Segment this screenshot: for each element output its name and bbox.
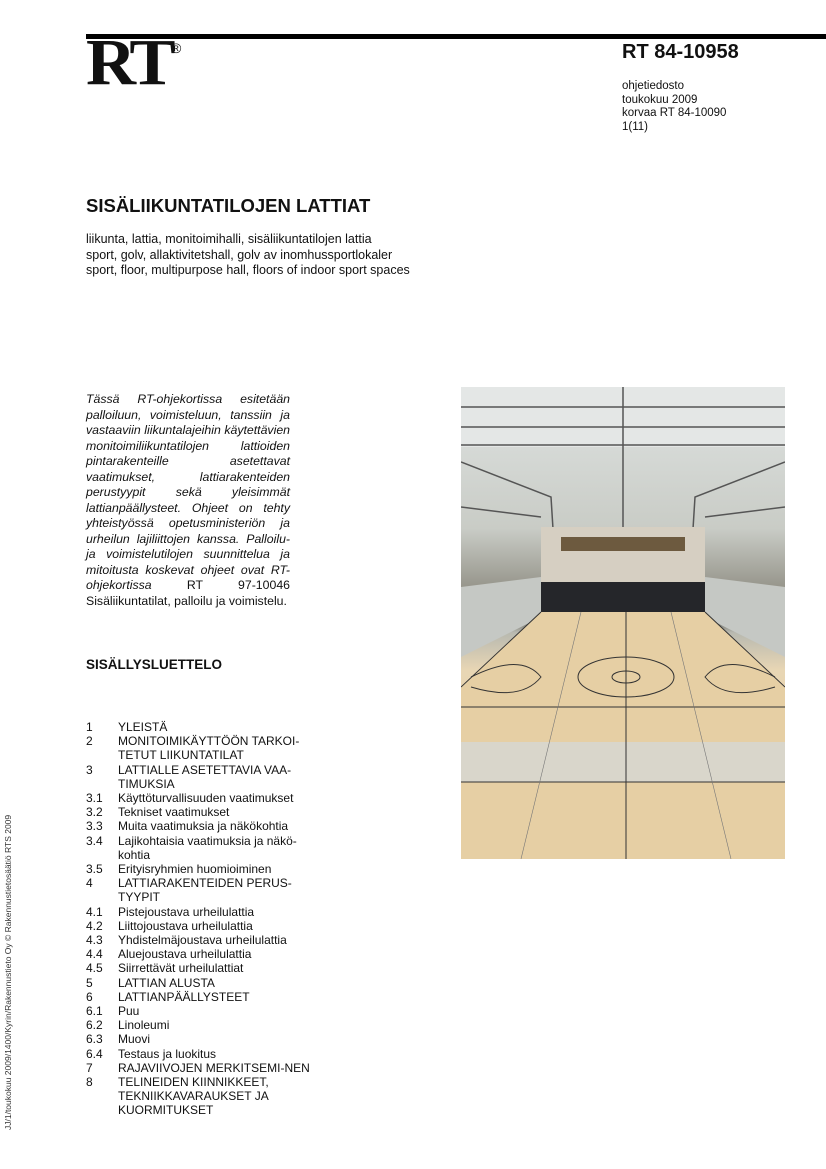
toc-label: Linoleumi <box>118 1018 170 1033</box>
toc-label: YLEISTÄ <box>118 720 168 734</box>
toc-number: 4.4 <box>86 947 103 962</box>
toc-label: RAJAVIIVOJEN MERKITSEMI-NEN <box>118 1060 310 1075</box>
toc-label: LATTIANPÄÄLLYSTEET <box>118 989 250 1004</box>
toc-item <box>86 805 316 819</box>
toc-item <box>86 819 316 833</box>
toc-item <box>86 1018 316 1032</box>
keywords-sv: sport, golv, allaktivitetshall, golv av inomhussportlokaler <box>86 247 393 262</box>
toc-item <box>86 919 316 933</box>
toc-item <box>86 947 316 961</box>
toc-item <box>86 961 316 975</box>
toc-label: Yhdistelmäjoustava urheilulattia <box>118 933 287 948</box>
toc-number: 3.2 <box>86 805 103 820</box>
toc-label: Testaus ja luokitus <box>118 1046 217 1061</box>
toc-number: 4.5 <box>86 961 103 976</box>
toc-number: 7 <box>86 1060 93 1075</box>
toc-item <box>86 990 316 1004</box>
toc-item <box>86 834 316 862</box>
toc-label: Liittojoustava urheilulattia <box>118 918 253 933</box>
toc-item <box>86 1061 316 1075</box>
toc-item <box>86 734 316 762</box>
toc-label: Pistejoustava urheilulattia <box>118 904 255 919</box>
toc-item <box>86 1075 316 1118</box>
keywords <box>86 232 410 279</box>
toc-number: 6.4 <box>86 1046 103 1061</box>
toc-item <box>86 1004 316 1018</box>
sports-hall-illustration <box>461 387 785 859</box>
toc-item <box>86 763 316 791</box>
toc-item <box>86 905 316 919</box>
table-of-contents <box>86 720 316 1118</box>
toc-label: MONITOIMIKÄYTTÖÖN TARKOI-TETUT LIIKUNTATILAT <box>118 734 300 763</box>
toc-number: 3.4 <box>86 833 103 848</box>
page-number: 1(11) <box>622 120 648 133</box>
intro-reference: RT 97-10046 Sisäliikuntatilat, palloilu ja voimistelu. <box>86 578 290 608</box>
toc-item <box>86 1047 316 1061</box>
toc-label: LATTIARAKENTEIDEN PERUS-TYYPIT <box>118 876 292 905</box>
toc-label: LATTIAN ALUSTA <box>118 975 215 990</box>
toc-number: 4.3 <box>86 933 103 948</box>
toc-item <box>86 976 316 990</box>
sports-hall-photo <box>461 387 785 859</box>
page-title: SISÄLIIKUNTATILOJEN LATTIAT <box>86 195 371 216</box>
toc-label: Käyttöturvallisuuden vaatimukset <box>118 791 294 806</box>
top-rule <box>86 34 826 39</box>
toc-number: 1 <box>86 720 93 734</box>
document-meta <box>622 80 726 134</box>
toc-label: Muita vaatimuksia ja näkökohtia <box>118 819 289 834</box>
toc-heading: SISÄLLYSLUETTELO <box>86 657 223 672</box>
toc-number: 6.1 <box>86 1004 103 1019</box>
toc-label: Tekniset vaatimukset <box>118 805 230 820</box>
toc-number: 5 <box>86 975 93 990</box>
toc-label: Siirrettävät urheilulattiat <box>118 961 244 976</box>
rt-logo: RT <box>86 26 172 99</box>
toc-number: 3.3 <box>86 819 103 834</box>
toc-number: 8 <box>86 1075 93 1090</box>
keywords-en: sport, floor, multipurpose hall, floors of indoor sport spaces <box>86 263 410 277</box>
toc-number: 3.5 <box>86 862 103 877</box>
toc-item <box>86 862 316 876</box>
intro-paragraph <box>86 392 290 609</box>
toc-number: 4.2 <box>86 918 103 933</box>
toc-label: TELINEIDEN KIINNIKKEET, TEKNIIKKAVARAUKSET JA KUORMITUKSET <box>118 1075 269 1118</box>
toc-item <box>86 933 316 947</box>
doc-type: ohjetiedosto <box>622 80 685 92</box>
copyright-side-text: JJ/1/toukokuu 2009/1400/Kyrin/Rakennustieto Oy © Rakennustietosäätiö RTS 2009 <box>3 814 13 1130</box>
toc-label: Puu <box>118 1004 140 1019</box>
toc-label: Muovi <box>118 1032 151 1047</box>
toc-number: 6.3 <box>86 1032 103 1047</box>
toc-item <box>86 720 316 734</box>
toc-number: 6 <box>86 989 93 1004</box>
toc-item <box>86 1032 316 1046</box>
toc-label: LATTIALLE ASETETTAVIA VAA-TIMUKSIA <box>118 762 292 791</box>
toc-number: 4 <box>86 876 93 891</box>
toc-number: 3 <box>86 762 93 777</box>
toc-label: Lajikohtaisia vaatimuksia ja näkö-kohtia <box>118 833 297 862</box>
intro-italic: Tässä RT-ohjekortissa esitetään palloiluun, voimisteluun, tanssiin ja vastaaviin liikuntalajeihin käytettävien monitoimiliikuntatilojen lattioiden pintarakenteille asetettavat vaatimukset, lattiarakenteiden perustyypit sekä yleisimmät lattianpäällysteet. Ohjeet on tehty yhteistyössä opetusministeriön ja urheilun lajiliittojen kanssa. Palloilu- ja voimistelutilojen suunnittelua ja mitoitusta koskevat ohjeet ovat RT-ohjekortissa <box>86 392 290 592</box>
toc-label: Erityisryhmien huomioiminen <box>118 862 272 877</box>
toc-number: 3.1 <box>86 791 103 806</box>
doc-replaces: korvaa RT 84-10090 <box>622 107 727 119</box>
doc-date: toukokuu 2009 <box>622 93 698 106</box>
registered-mark: ® <box>171 40 182 56</box>
toc-item <box>86 791 316 805</box>
toc-item <box>86 876 316 904</box>
document-number: RT 84-10958 <box>622 41 739 63</box>
toc-label: Aluejoustava urheilulattia <box>118 947 252 962</box>
toc-number: 6.2 <box>86 1018 103 1033</box>
toc-number: 4.1 <box>86 904 103 919</box>
keywords-fi: liikunta, lattia, monitoimihalli, sisäliikuntatilojen lattia <box>86 232 372 246</box>
toc-number: 2 <box>86 734 93 749</box>
